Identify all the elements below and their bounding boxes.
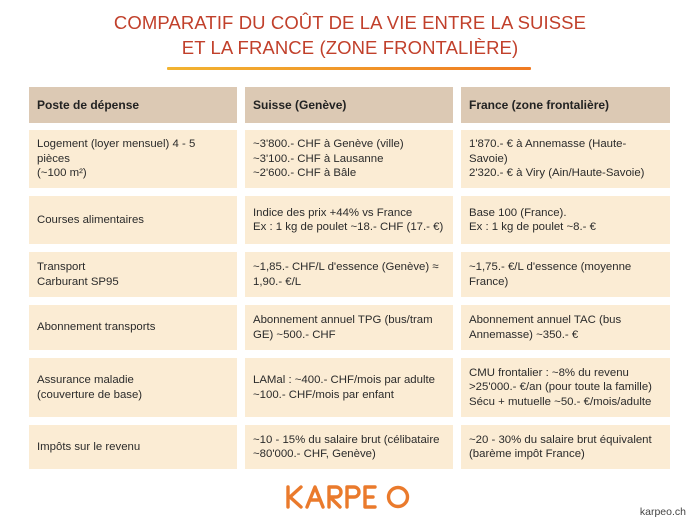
header-cell-poste: Poste de dépense [29,87,237,123]
row-label-cell: Assurance maladie (couverture de base) [29,358,237,417]
title-underline [167,67,531,70]
website-footer: karpeo.ch [639,506,686,518]
karpeo-logo [0,484,700,510]
header-cell-france: France (zone frontalière) [461,87,670,123]
row-label-cell: Transport Carburant SP95 [29,252,237,297]
table-row [0,305,700,350]
suisse-value-cell: ~3'800.- CHF à Genève (ville) ~3'100.- CHF à Lausanne ~2'600.- CHF à Bâle [245,130,453,188]
row-label-cell: Logement (loyer mensuel) 4 - 5 pièces (~100 m²) [29,130,237,188]
france-value-cell: ~20 - 30% du salaire brut équivalent (barème impôt France) [461,425,670,469]
suisse-value-cell: Indice des prix +44% vs France Ex : 1 kg de poulet ~18.- CHF (17.- €) [245,196,453,244]
row-label-cell: Courses alimentaires [29,196,237,244]
title-line-1: COMPARATIF DU COÛT DE LA VIE ENTRE LA SUISSE [113,12,587,33]
france-value-cell: Abonnement annuel TAC (bus Annemasse) ~350.- € [461,305,670,350]
header-cell-suisse: Suisse (Genève) [245,87,453,123]
page-title [0,10,700,60]
table-row [0,252,700,297]
suisse-value-cell: ~1,85.- CHF/L d'essence (Genève) ≈ 1,90.- €/L [245,252,453,297]
france-value-cell: Base 100 (France). Ex : 1 kg de poulet ~8.- € [461,196,670,244]
row-label-cell: Abonnement transports [29,305,237,350]
suisse-value-cell: LAMal : ~400.- CHF/mois par adulte ~100.- CHF/mois par enfant [245,358,453,417]
suisse-value-cell: Abonnement annuel TPG (bus/tram GE) ~500.- CHF [245,305,453,350]
france-value-cell: CMU frontalier : ~8% du revenu >25'000.- €/an (pour toute la famille) Sécu + mutuelle ~50.- €/mois/adulte [461,358,670,417]
suisse-value-cell: ~10 - 15% du salaire brut (célibataire ~80'000.- CHF, Genève) [245,425,453,469]
france-value-cell: ~1,75.- €/L d'essence (moyenne France) [461,252,670,297]
table-row [0,196,700,244]
france-value-cell: 1'870.- € à Annemasse (Haute-Savoie) 2'320.- € à Viry (Ain/Haute-Savoie) [461,130,670,188]
table-header-row [0,87,700,123]
karpeo-logo-mark [285,484,415,510]
table-row [0,130,700,188]
table-row [0,425,700,469]
table-row [0,358,700,417]
title-line-2: ET LA FRANCE (ZONE FRONTALIÈRE) [181,37,519,58]
row-label-cell: Impôts sur le revenu [29,425,237,469]
